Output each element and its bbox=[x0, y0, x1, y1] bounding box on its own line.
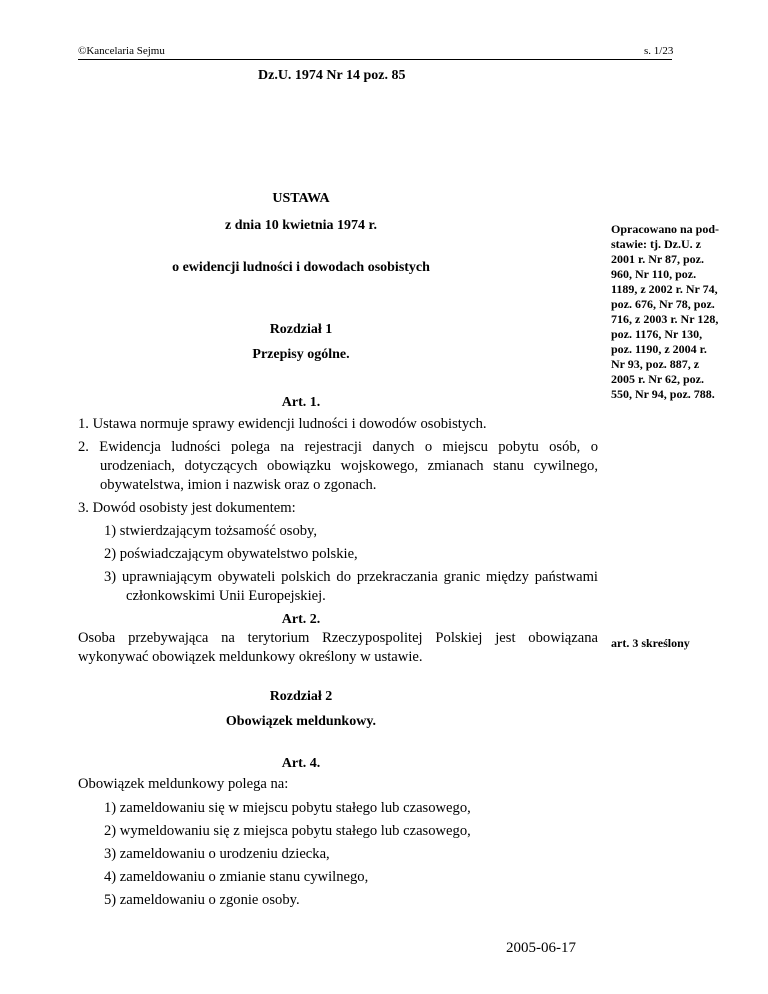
act-subject: o ewidencji ludności i dowodach osobistych bbox=[172, 260, 430, 275]
side-note-line: 550, Nr 94, poz. 788. bbox=[611, 387, 715, 401]
list-item: 2) wymeldowaniu się z miejsca pobytu stałego lub czasowego, bbox=[104, 823, 471, 839]
side-note-line: Opracowano na pod- bbox=[611, 222, 720, 236]
art-1-paragraph-1: 1. Ustawa normuje sprawy ewidencji ludności i dowodów osobistych. bbox=[78, 416, 487, 432]
journal-reference: Dz.U. 1974 Nr 14 poz. 85 bbox=[258, 68, 406, 83]
list-item: 3) uprawniającym obywateli polskich do przekraczania granic między państwami członkowskimi Unii Europejskiej. bbox=[104, 569, 598, 604]
header-page-number: s. 1/23 bbox=[644, 45, 674, 57]
list-item: 2) poświadczającym obywatelstwo polskie, bbox=[104, 546, 358, 562]
header-divider bbox=[78, 59, 672, 60]
art-1-title: Art. 1. bbox=[281, 395, 321, 410]
art-1-paragraph-2: 2. Ewidencja ludności polega na rejestracji danych o miejscu pobytu osób, o urodzeniach, dotyczących obowiązku wojskowego, zmianach stanu cywilnego, obywatelstwa, imion i nazwisk oraz o zgonach. bbox=[78, 439, 598, 493]
side-note bbox=[611, 222, 729, 402]
list-item: 1) stwierdzającym tożsamość osoby, bbox=[104, 523, 318, 539]
list-item: 3) zameldowaniu o urodzeniu dziecka, bbox=[104, 846, 330, 862]
list-item: 1) zameldowaniu się w miejscu pobytu stałego lub czasowego, bbox=[104, 800, 471, 816]
side-note-line: 2005 r. Nr 62, poz. bbox=[611, 372, 704, 386]
list-item: 4) zameldowaniu o zmianie stanu cywilnego, bbox=[104, 869, 369, 885]
chapter-2-title: Rozdział 2 bbox=[269, 689, 333, 704]
chapter-1-subtitle: Przepisy ogólne. bbox=[252, 347, 350, 362]
chapter-1-title: Rozdział 1 bbox=[269, 322, 333, 337]
header-publisher: ©Kancelaria Sejmu bbox=[78, 45, 165, 57]
art-4-title: Art. 4. bbox=[281, 756, 321, 771]
side-note-line: 716, z 2003 r. Nr 128, bbox=[611, 312, 719, 326]
art-4-intro: Obowiązek meldunkowy polega na: bbox=[78, 776, 289, 792]
side-note-line: stawie: tj. Dz.U. z bbox=[611, 237, 701, 251]
list-item: 5) zameldowaniu o zgonie osoby. bbox=[104, 892, 300, 908]
side-note-line: 2001 r. Nr 87, poz. bbox=[611, 252, 704, 266]
art-2-title: Art. 2. bbox=[281, 612, 321, 627]
act-date: z dnia 10 kwietnia 1974 r. bbox=[225, 218, 377, 233]
side-note-line: 1189, z 2002 r. Nr 74, bbox=[611, 282, 718, 296]
chapter-2-subtitle: Obowiązek meldunkowy. bbox=[225, 714, 377, 729]
art-2-text: Osoba przebywająca na terytorium Rzeczypospolitej Polskiej jest obowiązana wykonywać obowiązek meldunkowy określony w ustawie. bbox=[78, 630, 598, 665]
footer-date: 2005-06-17 bbox=[506, 940, 576, 956]
side-note-line: Nr 93, poz. 887, z bbox=[611, 357, 700, 371]
side-note-line: poz. 676, Nr 78, poz. bbox=[611, 297, 715, 311]
side-note-line: 960, Nr 110, poz. bbox=[611, 267, 697, 281]
act-type: USTAWA bbox=[272, 191, 330, 206]
art-1-paragraph-3: 3. Dowód osobisty jest dokumentem: bbox=[78, 500, 296, 516]
side-note-line: poz. 1176, Nr 130, bbox=[611, 327, 703, 341]
side-note-line: poz. 1190, z 2004 r. bbox=[611, 342, 707, 356]
repealed-note: art. 3 skreślony bbox=[611, 636, 690, 650]
